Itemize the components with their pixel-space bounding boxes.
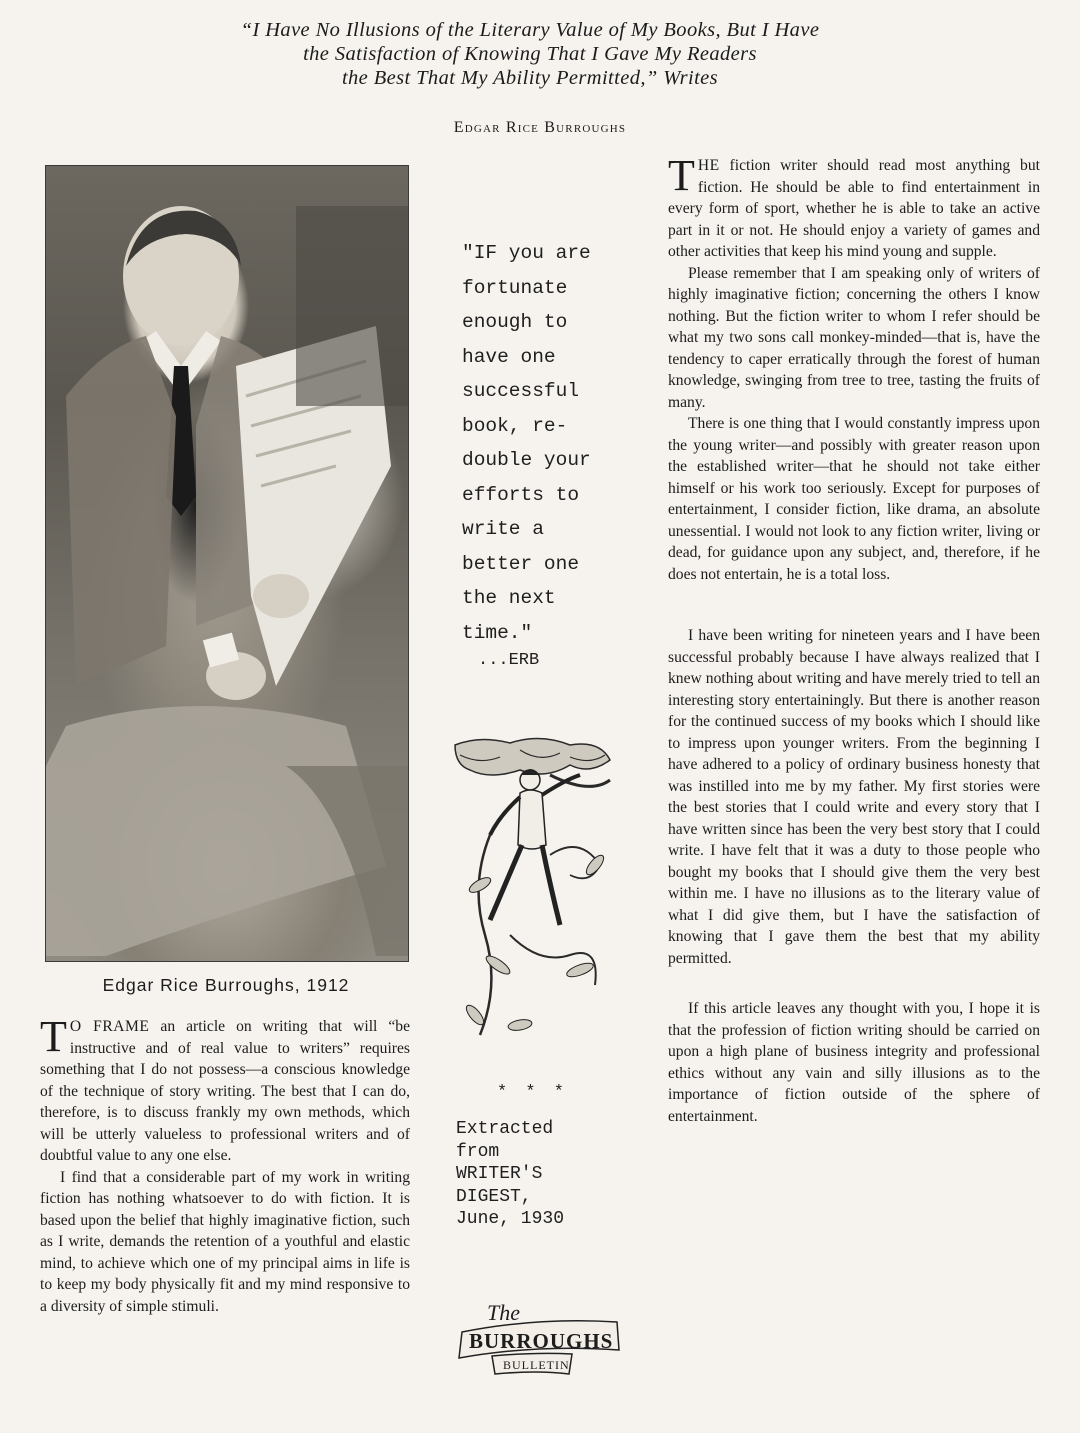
headline-line-2: the Satisfaction of Knowing That I Gave My Readers — [303, 43, 757, 65]
quote-line: successful — [462, 380, 580, 402]
logo-the: The — [487, 1300, 520, 1325]
source-line: from — [456, 1141, 500, 1162]
quote-line: double your — [462, 449, 591, 471]
quote-line: better one — [462, 552, 580, 575]
headline-line-3: the Best That My Ability Permitted,” Writes — [341, 67, 719, 89]
quote-line: book, re- — [462, 414, 568, 437]
burroughs-bulletin-logo — [447, 1292, 627, 1382]
left-lead-words: O FRAME — [69, 1018, 150, 1035]
logo-burroughs: BURROUGHS — [469, 1329, 614, 1353]
right-dropcap: T — [668, 151, 695, 200]
quote-line: the next — [462, 587, 556, 609]
quote-line: enough to — [462, 311, 568, 333]
source-note — [456, 1118, 636, 1231]
left-paragraph-2: I find that a considerable part of my work in writing fiction has nothing whatsoever to do with fiction. It is based upon the belief that highly imaginative fiction, such as I write, demands the retention of a youthful and elastic mind, to achieve which one of my principal aims in life is to keep my body physically fit and my mind responsive to a diversity of simple stimuli. — [40, 1168, 410, 1315]
article-headline — [150, 18, 910, 90]
quote-line: write a — [462, 518, 544, 540]
author-byline: Edgar Rice Burroughs — [453, 119, 627, 136]
headline-line-1: “I Have No Illusions of the Literary Value of My Books, But I Have — [240, 19, 820, 41]
right-paragraph-2: Please remember that I am speaking only of writers of highly imaginative fiction; concerning the others I know nothing. But the fiction writer to whom I refer should be what my two sons call monkey-minded—that is, have the tendency to caper erratically through the forest of human knowledge, swinging from tree to tree, tasting the fruits of many. — [668, 264, 1040, 411]
quote-attribution: ...ERB — [478, 651, 540, 670]
left-paragraph-1 — [40, 1012, 410, 1167]
logo-bulletin: BULLETIN — [503, 1358, 570, 1372]
left-dropcap: T — [40, 1012, 67, 1061]
right-paragraph-3: There is one thing that I would constantly impress upon the young writer—and possibly with greater reason upon the established writer—that he should not take either himself or his work too seriously. Except for purposes of entertainment, I consider fiction, like drama, an absolute unessential. I would not look to any fiction writer, living or dead, for guidance upon any subject, and, therefore, if he does not entertain, he is a total loss. — [668, 415, 1040, 583]
right-paragraph-1 — [668, 151, 1040, 263]
left-column-text — [40, 1012, 410, 1317]
quote-line: have one — [462, 345, 556, 368]
quote-line: efforts to — [462, 483, 580, 506]
pull-quote — [462, 236, 642, 650]
author-photo-illustration — [46, 166, 408, 961]
right-lead-word: HE — [697, 157, 720, 174]
photo-caption: Edgar Rice Burroughs, 1912 — [102, 975, 350, 995]
right-paragraph-1-text: fiction writer should read most anything but fiction. He should be able to find entertainment in every form of sport, whether he is able to take an active part in it or not. He should enjoy a variety of games and other activities that keep his mind young and supple. — [668, 157, 1040, 260]
right-paragraph-5: If this article leaves any thought with you, I hope it is that the profession of fiction writing should be carried on upon a high plane of business integrity and professional ethics without any vain and silly illusions as to the importance of fiction outside of the sphere of entertainment. — [668, 1000, 1040, 1125]
source-line: WRITER'S — [456, 1164, 543, 1184]
source-line: June, 1930 — [456, 1209, 565, 1229]
right-paragraph-4: I have been writing for nineteen years and I have been successful probably because I have always realized that I knew nothing about writing and have merely tried to tell an interesting story entertainingly. But there is another reason for the continued success of my books which I should like to impress upon younger writers. From the beginning I have adhered to a policy of ordinary business honesty that was instilled into me by my father. My first stories were the best stories that I could write and every story that I have written since has been the very best story that I could write. I have felt that it was a duty to those people who bought my books that I should give them the very best within me. I have no illusions as to the literary value of what I did give them, but I have the satisfaction of knowing that I gave them the best that my ability permitted. — [668, 627, 1040, 967]
quote-line: fortunate — [462, 276, 568, 299]
quote-line: "IF you are — [462, 242, 591, 264]
quote-line: time." — [462, 621, 533, 644]
tarzan-vine-illustration — [450, 735, 615, 1050]
left-paragraph-1-text: an article on writing that will “be instructive and of real value to writers” requires something that I do not possess—a conscious knowledge of the technique of story writing. The best that I can do, therefore, is to discuss frankly my own methods, which will be utterly valueless to professional writers and of doubtful value to any one else. — [40, 1018, 410, 1164]
source-line: DIGEST, — [456, 1186, 532, 1207]
right-column-text — [668, 151, 1040, 1127]
source-line: Extracted — [456, 1119, 554, 1139]
section-separator-stars: * * * — [497, 1083, 569, 1102]
author-photo — [45, 165, 409, 962]
